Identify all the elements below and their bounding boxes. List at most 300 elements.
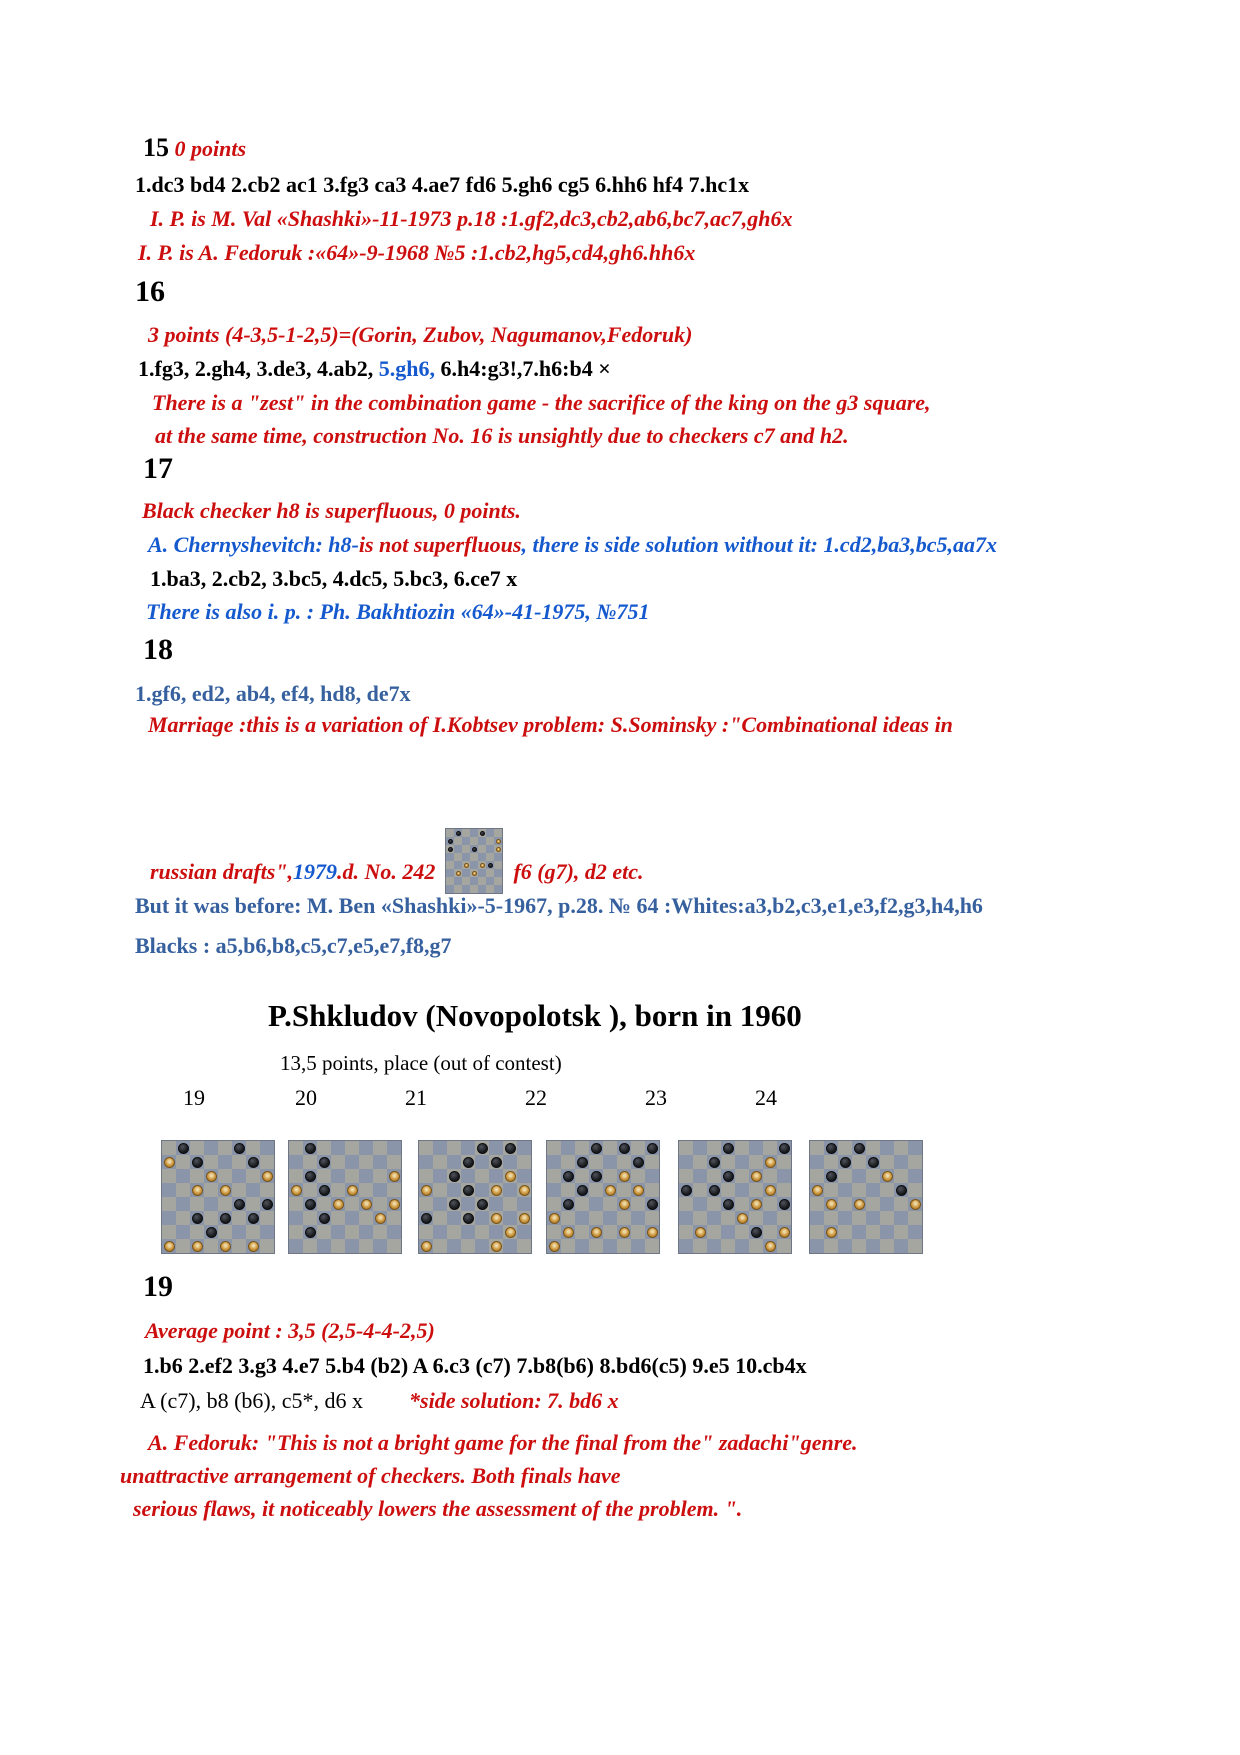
board-square — [866, 1239, 880, 1253]
white-checker — [291, 1185, 302, 1196]
board-square — [880, 1183, 894, 1197]
black-checker — [220, 1213, 231, 1224]
board-square — [387, 1239, 401, 1253]
board-square — [462, 885, 470, 893]
board-square — [446, 861, 454, 869]
board-square — [303, 1183, 317, 1197]
black-checker — [206, 1227, 217, 1238]
board-square — [331, 1225, 345, 1239]
board-square — [517, 1155, 531, 1169]
black-checker — [234, 1143, 245, 1154]
board-label-21: 21 — [405, 1085, 427, 1110]
board-square — [475, 1211, 489, 1225]
board-square — [880, 1239, 894, 1253]
board-square — [359, 1169, 373, 1183]
board-square — [645, 1169, 659, 1183]
board-square — [631, 1169, 645, 1183]
white-checker — [220, 1241, 231, 1252]
board-square — [204, 1197, 218, 1211]
board-square — [433, 1197, 447, 1211]
board-square — [176, 1211, 190, 1225]
board-square — [478, 877, 486, 885]
board-square — [589, 1197, 603, 1211]
board-square — [190, 1169, 204, 1183]
white-checker — [812, 1185, 823, 1196]
board-square — [447, 1225, 461, 1239]
board-square — [679, 1225, 693, 1239]
black-checker — [591, 1171, 602, 1182]
black-checker — [448, 839, 453, 844]
white-checker — [765, 1157, 776, 1168]
board-square — [749, 1239, 763, 1253]
board-square — [721, 1183, 735, 1197]
white-checker — [826, 1227, 837, 1238]
board-square — [763, 1225, 777, 1239]
board-square — [478, 869, 486, 877]
board-label-22: 22 — [525, 1085, 547, 1110]
section-15-heading — [143, 133, 246, 163]
black-checker — [826, 1143, 837, 1154]
board-square — [176, 1155, 190, 1169]
board-square — [478, 885, 486, 893]
board-square — [763, 1211, 777, 1225]
board-square — [908, 1169, 922, 1183]
board-square — [561, 1211, 575, 1225]
board-square — [419, 1225, 433, 1239]
section-19-average: Average point : 3,5 (2,5-4-4-2,5) — [145, 1318, 435, 1343]
board-square — [561, 1141, 575, 1155]
board-square — [494, 829, 502, 837]
white-checker — [164, 1241, 175, 1252]
white-checker — [248, 1241, 259, 1252]
board-square — [894, 1197, 908, 1211]
board-square — [176, 1183, 190, 1197]
section-16-number: 16 — [135, 275, 165, 308]
board-square — [461, 1225, 475, 1239]
black-checker — [248, 1157, 259, 1168]
black-checker — [779, 1199, 790, 1210]
board-square — [603, 1155, 617, 1169]
board-square — [679, 1169, 693, 1183]
board-square — [461, 1197, 475, 1211]
board-square — [547, 1197, 561, 1211]
white-checker — [496, 847, 501, 852]
black-checker — [448, 847, 453, 852]
board-square — [645, 1239, 659, 1253]
black-checker — [477, 1143, 488, 1154]
board-square — [547, 1169, 561, 1183]
section-17-note1: Black checker h8 is superfluous, 0 points. — [142, 498, 521, 523]
board-square — [218, 1169, 232, 1183]
board-square — [494, 853, 502, 861]
white-checker — [389, 1199, 400, 1210]
board-square — [246, 1169, 260, 1183]
board-square — [433, 1239, 447, 1253]
board-square — [478, 837, 486, 845]
section-18-before2: Blacks : a5,b6,b8,c5,c7,e5,e7,f8,g7 — [135, 933, 452, 958]
black-checker — [305, 1171, 316, 1182]
black-checker — [709, 1185, 720, 1196]
board-square — [373, 1155, 387, 1169]
checkers-board-23 — [678, 1140, 792, 1254]
inline-checkers-diagram — [445, 828, 503, 894]
board-square — [232, 1239, 246, 1253]
black-checker — [491, 1157, 502, 1168]
board-square — [359, 1225, 373, 1239]
board-square — [486, 853, 494, 861]
board-square — [446, 853, 454, 861]
board-square — [478, 853, 486, 861]
board-square — [454, 861, 462, 869]
section-17-moves: 1.ba3, 2.cb2, 3.bc5, 4.dc5, 5.bc3, 6.ce7 x — [150, 566, 518, 591]
white-checker — [826, 1199, 837, 1210]
board-square — [908, 1239, 922, 1253]
comment-post: , there is side solution without it: 1.cd2,ba3,bc5,aa7x — [521, 532, 997, 557]
black-checker — [896, 1185, 907, 1196]
board-square — [603, 1225, 617, 1239]
board-square — [561, 1183, 575, 1197]
board-square — [454, 845, 462, 853]
board-square — [218, 1225, 232, 1239]
black-checker — [449, 1171, 460, 1182]
author-subtitle: 13,5 points, place (out of contest) — [280, 1051, 562, 1075]
board-square — [461, 1239, 475, 1253]
board-square — [204, 1239, 218, 1253]
board-square — [880, 1225, 894, 1239]
black-checker — [305, 1227, 316, 1238]
black-checker — [633, 1157, 644, 1168]
board-square — [679, 1155, 693, 1169]
board-square — [232, 1211, 246, 1225]
board-square — [317, 1225, 331, 1239]
black-checker — [319, 1185, 330, 1196]
board-square — [260, 1211, 274, 1225]
board-square — [645, 1155, 659, 1169]
moves-post: 6.h4:g3!,7.h6:b4 × — [435, 356, 611, 381]
board-square — [454, 837, 462, 845]
board-square — [707, 1225, 721, 1239]
board-square — [470, 877, 478, 885]
board-square — [331, 1183, 345, 1197]
black-checker — [577, 1157, 588, 1168]
board-square — [810, 1197, 824, 1211]
board-square — [232, 1155, 246, 1169]
white-checker — [505, 1171, 516, 1182]
board-square — [777, 1169, 791, 1183]
fragment-pre: russian drafts", — [150, 858, 294, 884]
board-square — [617, 1239, 631, 1253]
black-checker — [723, 1199, 734, 1210]
board-square — [749, 1141, 763, 1155]
board-square — [359, 1183, 373, 1197]
board-square — [289, 1225, 303, 1239]
board-square — [176, 1225, 190, 1239]
board-square — [345, 1197, 359, 1211]
black-checker — [192, 1213, 203, 1224]
board-square — [707, 1239, 721, 1253]
black-checker — [840, 1157, 851, 1168]
black-checker — [868, 1157, 879, 1168]
black-checker — [647, 1199, 658, 1210]
board-square — [246, 1225, 260, 1239]
section-15-points: 0 points — [174, 136, 247, 161]
board-square — [810, 1211, 824, 1225]
white-checker — [519, 1185, 530, 1196]
board-square — [204, 1155, 218, 1169]
board-square — [866, 1183, 880, 1197]
board-square — [575, 1225, 589, 1239]
board-square — [419, 1141, 433, 1155]
white-checker — [464, 863, 469, 868]
board-square — [246, 1197, 260, 1211]
board-square — [631, 1225, 645, 1239]
board-square — [447, 1155, 461, 1169]
board-square — [575, 1141, 589, 1155]
white-checker — [549, 1241, 560, 1252]
black-checker — [305, 1143, 316, 1154]
board-square — [735, 1225, 749, 1239]
board-square — [373, 1197, 387, 1211]
board-square — [721, 1211, 735, 1225]
board-square — [345, 1169, 359, 1183]
board-square — [617, 1211, 631, 1225]
board-square — [470, 885, 478, 893]
board-square — [880, 1197, 894, 1211]
board-square — [486, 877, 494, 885]
checkers-board-21 — [418, 1140, 532, 1254]
board-square — [162, 1211, 176, 1225]
section-15-number: 15 — [143, 133, 169, 162]
board-square — [503, 1211, 517, 1225]
board-square — [735, 1155, 749, 1169]
board-square — [303, 1155, 317, 1169]
checkers-board-20 — [288, 1140, 402, 1254]
black-checker — [477, 1199, 488, 1210]
board-square — [908, 1141, 922, 1155]
board-square — [763, 1169, 777, 1183]
board-square — [631, 1141, 645, 1155]
board-square — [176, 1239, 190, 1253]
board-square — [894, 1141, 908, 1155]
black-checker — [505, 1143, 516, 1154]
white-checker — [751, 1171, 762, 1182]
board-square — [852, 1211, 866, 1225]
board-square — [317, 1197, 331, 1211]
section-17-note2: There is also i. p. : Ph. Bakhtiozin «64»-41-1975, №751 — [146, 599, 650, 624]
board-square — [331, 1169, 345, 1183]
board-square — [503, 1239, 517, 1253]
board-square — [289, 1211, 303, 1225]
board-square — [908, 1225, 922, 1239]
board-square — [777, 1239, 791, 1253]
side-solution: *side solution: 7. bd6 x — [409, 1388, 619, 1413]
board-square — [289, 1141, 303, 1155]
board-square — [162, 1225, 176, 1239]
board-square — [894, 1169, 908, 1183]
black-checker — [449, 1199, 460, 1210]
board-square — [880, 1155, 894, 1169]
board-square — [475, 1225, 489, 1239]
board-square — [204, 1183, 218, 1197]
board-square — [373, 1169, 387, 1183]
board-square — [232, 1183, 246, 1197]
white-checker — [192, 1241, 203, 1252]
moves-highlight: 5.gh6, — [378, 356, 436, 381]
board-square — [810, 1155, 824, 1169]
board-square — [462, 853, 470, 861]
board-square — [433, 1141, 447, 1155]
board-square — [880, 1141, 894, 1155]
board-square — [454, 885, 462, 893]
board-square — [246, 1183, 260, 1197]
board-square — [838, 1141, 852, 1155]
board-square — [852, 1155, 866, 1169]
white-checker — [549, 1213, 560, 1224]
board-square — [603, 1197, 617, 1211]
board-square — [838, 1183, 852, 1197]
board-square — [645, 1211, 659, 1225]
variant-a: A (c7), b8 (b6), c5*, d6 x — [140, 1388, 364, 1413]
white-checker — [505, 1227, 516, 1238]
board-square — [162, 1169, 176, 1183]
board-square — [547, 1225, 561, 1239]
board-square — [232, 1169, 246, 1183]
board-square — [470, 853, 478, 861]
board-square — [631, 1197, 645, 1211]
white-checker — [519, 1213, 530, 1224]
board-square — [693, 1239, 707, 1253]
board-square — [162, 1183, 176, 1197]
board-square — [852, 1169, 866, 1183]
board-square — [433, 1169, 447, 1183]
board-square — [260, 1239, 274, 1253]
comment-pre: A. Chernyshevitch: h8- — [148, 532, 359, 557]
board-square — [777, 1183, 791, 1197]
board-square — [419, 1169, 433, 1183]
board-square — [345, 1239, 359, 1253]
white-checker — [765, 1185, 776, 1196]
white-checker — [647, 1227, 658, 1238]
board-square — [489, 1141, 503, 1155]
board-square — [494, 877, 502, 885]
board-square — [880, 1211, 894, 1225]
board-square — [866, 1225, 880, 1239]
black-checker — [723, 1171, 734, 1182]
board-square — [908, 1155, 922, 1169]
board-square — [218, 1141, 232, 1155]
black-checker — [463, 1157, 474, 1168]
board-square — [486, 837, 494, 845]
board-square — [373, 1183, 387, 1197]
board-square — [749, 1211, 763, 1225]
board-square — [387, 1183, 401, 1197]
white-checker — [206, 1171, 217, 1182]
board-square — [289, 1197, 303, 1211]
white-checker — [421, 1185, 432, 1196]
board-square — [603, 1169, 617, 1183]
board-square — [617, 1155, 631, 1169]
white-checker — [751, 1199, 762, 1210]
fragment-year: 1979 — [293, 858, 338, 884]
black-checker — [248, 1213, 259, 1224]
board-square — [162, 1197, 176, 1211]
board-square — [908, 1211, 922, 1225]
board-square — [517, 1141, 531, 1155]
section-17-number: 17 — [143, 452, 173, 485]
checkers-board-19 — [161, 1140, 275, 1254]
black-checker — [319, 1157, 330, 1168]
board-square — [190, 1225, 204, 1239]
white-checker — [480, 863, 485, 868]
white-checker — [389, 1171, 400, 1182]
board-square — [589, 1211, 603, 1225]
board-square — [693, 1141, 707, 1155]
board-square — [679, 1239, 693, 1253]
white-checker — [854, 1199, 865, 1210]
board-square — [218, 1197, 232, 1211]
black-checker — [563, 1199, 574, 1210]
board-square — [475, 1183, 489, 1197]
board-square — [486, 869, 494, 877]
section-18-fragment-line — [150, 828, 644, 894]
section-18-moves: 1.gf6, ed2, ab4, ef4, hd8, de7x — [135, 681, 411, 706]
board-square — [866, 1169, 880, 1183]
board-square — [345, 1211, 359, 1225]
board-square — [462, 845, 470, 853]
black-checker — [779, 1143, 790, 1154]
board-square — [260, 1183, 274, 1197]
board-square — [446, 885, 454, 893]
board-square — [679, 1197, 693, 1211]
board-square — [603, 1239, 617, 1253]
board-square — [433, 1225, 447, 1239]
board-square — [387, 1211, 401, 1225]
white-checker — [262, 1171, 273, 1182]
fragment-mid: .d. No. 242 — [337, 858, 436, 884]
board-square — [387, 1225, 401, 1239]
white-checker — [496, 839, 501, 844]
board-square — [359, 1239, 373, 1253]
board-square — [735, 1197, 749, 1211]
board-square — [810, 1239, 824, 1253]
board-square — [707, 1211, 721, 1225]
board-square — [470, 837, 478, 845]
black-checker — [709, 1157, 720, 1168]
board-square — [303, 1211, 317, 1225]
board-square — [317, 1239, 331, 1253]
white-checker — [779, 1227, 790, 1238]
board-square — [218, 1155, 232, 1169]
black-checker — [826, 1171, 837, 1182]
black-checker — [421, 1213, 432, 1224]
board-square — [454, 877, 462, 885]
board-square — [645, 1183, 659, 1197]
board-square — [461, 1141, 475, 1155]
board-square — [489, 1169, 503, 1183]
white-checker — [472, 871, 477, 876]
board-square — [838, 1211, 852, 1225]
white-checker — [765, 1241, 776, 1252]
fragment-post: f6 (g7), d2 etc. — [513, 858, 644, 884]
board-square — [419, 1155, 433, 1169]
board-square — [447, 1239, 461, 1253]
white-checker — [192, 1185, 203, 1196]
section-15-ip1: I. P. is M. Val «Shashki»-11-1973 p.18 :1.gf2,dc3,cb2,ab6,bc7,ac7,gh6x — [150, 206, 793, 231]
board-square — [462, 829, 470, 837]
board-square — [446, 877, 454, 885]
board-square — [721, 1239, 735, 1253]
board-square — [866, 1211, 880, 1225]
